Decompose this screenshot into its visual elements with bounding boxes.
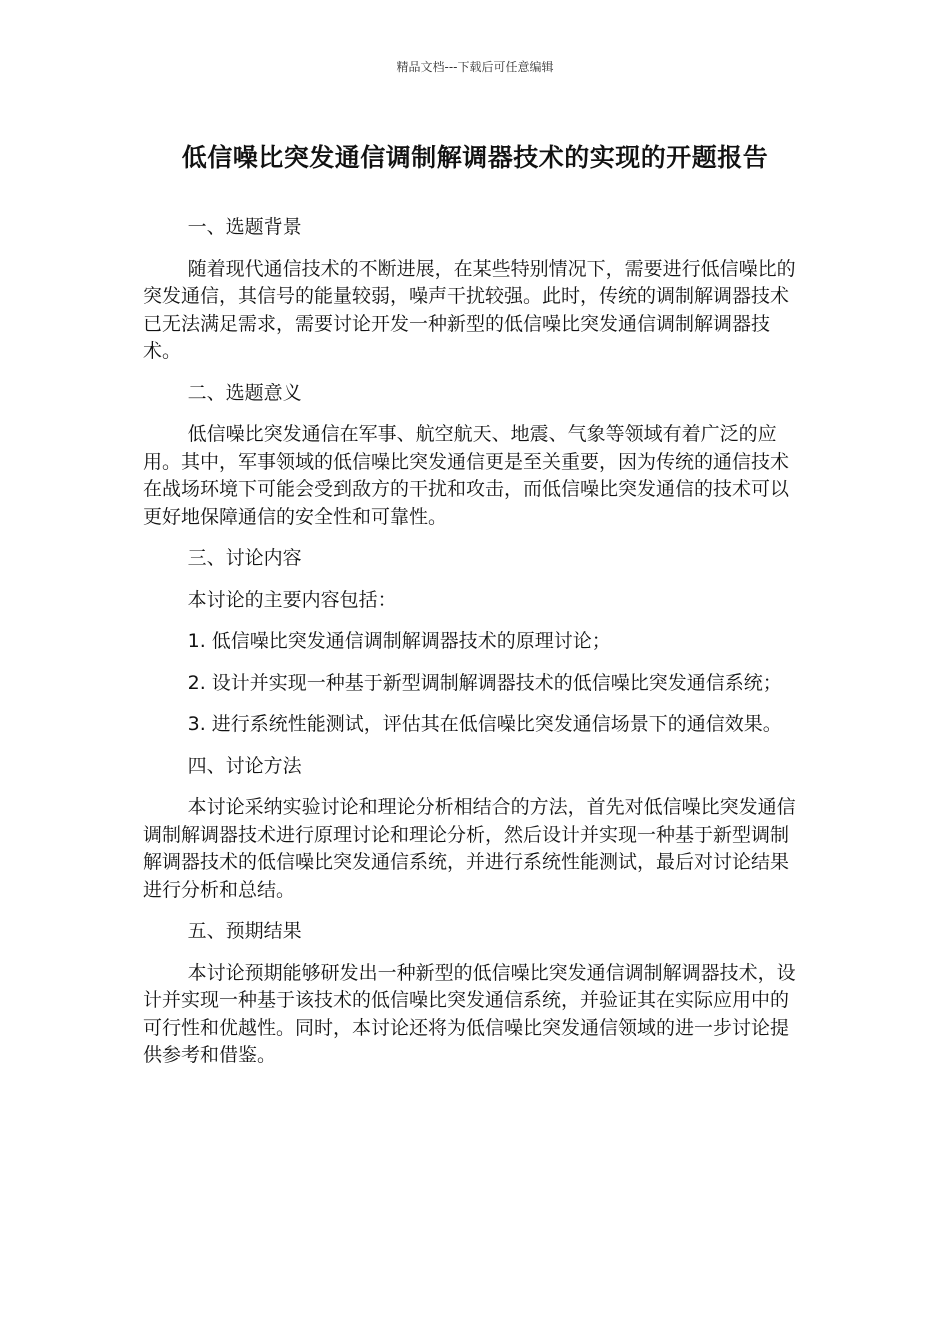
paragraph: 本讨论采纳实验讨论和理论分析相结合的方法，首先对低信噪比突发通信调制解调器技术进行原理讨论和理论分析，然后设计并实现一种基于新型调制解调器技术的低信噪比突发通信系统，并进行系统性能测试，最后对讨论结果进行分析和总结。 [143, 796, 796, 901]
page-header-watermark: 精品文档---下载后可任意编辑 [396, 60, 554, 74]
paragraph: 随着现代通信技术的不断进展，在某些特别情况下，需要进行低信噪比的突发通信，其信号的能量较弱，噪声干扰较强。此时，传统的调制解调器技术已无法满足需求，需要讨论开发一种新型的低信噪比突发通信调制解调器技术。 [143, 257, 796, 362]
list-item: 3. 进行系统性能测试，评估其在低信噪比突发通信场景下的通信效果。 [187, 713, 782, 735]
paragraph: 本讨论的主要内容包括： [187, 588, 397, 611]
section-heading: 二、选题意义 [187, 381, 302, 404]
list-item: 2. 设计并实现一种基于新型调制解调器技术的低信噪比突发通信系统； [187, 671, 782, 694]
section-heading: 四、讨论方法 [187, 754, 302, 777]
document-body [143, 214, 803, 1084]
section-heading: 一、选题背景 [187, 216, 302, 238]
section-heading: 三、讨论内容 [187, 547, 302, 569]
document-title: 低信噪比突发通信调制解调器技术的实现的开题报告 [181, 143, 769, 172]
section-heading: 五、预期结果 [187, 920, 302, 942]
paragraph: 低信噪比突发通信在军事、航空航天、地震、气象等领域有着广泛的应用。其中，军事领域的低信噪比突发通信更是至关重要，因为传统的通信技术在战场环境下可能会受到敌方的干扰和攻击，而低信噪比突发通信的技术可以更好地保障通信的安全性和可靠性。 [143, 423, 790, 528]
list-item: 1. 低信噪比突发通信调制解调器技术的原理讨论； [187, 630, 611, 652]
paragraph: 本讨论预期能够研发出一种新型的低信噪比突发通信调制解调器技术，设计并实现一种基于该技术的低信噪比突发通信系统，并验证其在实际应用中的可行性和优越性。同时，本讨论还将为低信噪比突发通信领域的进一步讨论提供参考和借鉴。 [143, 961, 796, 1066]
